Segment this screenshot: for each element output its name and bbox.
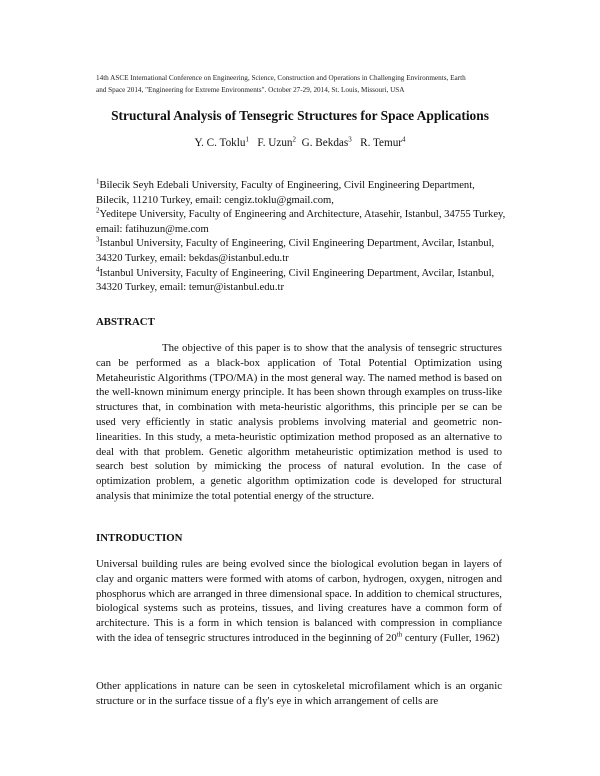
affiliation-text: Bilecik Seyh Edebali University, Faculty of Engineering, Civil Engineering Department, Bilecik, 11210 Turkey, email: cengiz.toklu@gmail.com, xyxy=(96,180,475,206)
abstract-heading: ABSTRACT xyxy=(96,316,155,328)
affiliation xyxy=(96,267,506,296)
affiliations xyxy=(96,179,506,296)
author-affiliation-mark: 3 xyxy=(348,135,352,144)
conference-header-line-1: 14th ASCE International Conference on Engineering, Science, Construction and Operations in Challenging Environments, Earth xyxy=(96,74,466,82)
introduction-paragraph-1 xyxy=(96,557,502,646)
introduction-heading: INTRODUCTION xyxy=(96,532,183,544)
affiliation xyxy=(96,237,506,266)
affiliation-mark: 1 xyxy=(96,177,100,186)
affiliation xyxy=(96,208,506,237)
author-name: F. Uzun xyxy=(257,137,293,149)
paper-title: Structural Analysis of Tensegric Structures for Space Applications xyxy=(111,108,489,123)
paragraph-text: Universal building rules are being evolved since the biological evolution began in layers of clay and organic matters were formed with atoms of carbon, hydrogen, oxygen, nitrogen and phosphorus which are arranged in three dimensional space. In addition to chemical structures, biological systems such as proteins, tissues, and living creatures have a common form of architecture. This is a form in which tension is balanced with compression in compliance with the idea of tensegric structures introduced in the beginning of 20 xyxy=(96,558,502,644)
affiliation-text: Istanbul University, Faculty of Engineering, Civil Engineering Department, Avcilar, Istanbul, 34320 Turkey, email: temur@istanbul.edu.tr xyxy=(96,267,495,294)
affiliation-text: Istanbul University, Faculty of Engineering, Civil Engineering Department, Avcilar, Istanbul, 34320 Turkey, email: bekdas@istanbul.edu.tr xyxy=(96,238,495,264)
affiliation-mark: 2 xyxy=(96,206,100,215)
ordinal-superscript: th xyxy=(396,630,403,639)
author-affiliation-mark: 4 xyxy=(402,135,406,144)
author-affiliation-mark: 1 xyxy=(245,135,249,144)
affiliation-mark: 3 xyxy=(96,235,100,244)
introduction-paragraph-2: Other applications in nature can be seen in cytoskeletal microfilament which is an organic structure or in the surface tissue of a fly's eye in which arrangement of cells are xyxy=(96,680,502,707)
author-name: R. Temur xyxy=(360,137,403,149)
conference-header-line-2: and Space 2014, "Engineering for Extreme Environments". October 27-29, 2014, St. Louis, Missouri, USA xyxy=(96,86,405,94)
conference-header xyxy=(96,72,516,96)
paragraph-text-continued: century (Fuller, 1962) xyxy=(402,631,500,644)
author-name: Y. C. Toklu xyxy=(194,137,246,149)
affiliation-text: Yeditepe University, Faculty of Engineering and Architecture, Atasehir, Istanbul, 34755 Turkey, email: fatihuzun@me.com xyxy=(96,209,506,235)
abstract-body: The objective of this paper is to show that the analysis of tensegric structures can be performed as a black-box application of Total Potential Optimization using Metaheuristic Algorithms (TPO/MA) in the most general way. The named method is based on the well-known minimum energy principle. It has been shown through examples on truss-like structures that, in combination with meta-heuristic algorithms, this principle per se can be used very efficiently in static analysis problems involving material and geometric non-linearities. In this study, a meta-heuristic optimization method proposed as an alternative to deal with that problem. Genetic algorithm metaheuristic optimization method is used to search best solution by mimicking the process of natural evolution. In the case of optimization problem, a genetic algorithm optimization code is developed for structural analysis that minimize the total potential energy of the structure. xyxy=(96,342,502,502)
author-affiliation-mark: 2 xyxy=(292,135,297,144)
affiliation xyxy=(96,179,506,208)
affiliation-mark: 4 xyxy=(96,265,100,274)
author-name: G. Bekdas xyxy=(301,137,349,149)
author-list xyxy=(0,137,600,149)
